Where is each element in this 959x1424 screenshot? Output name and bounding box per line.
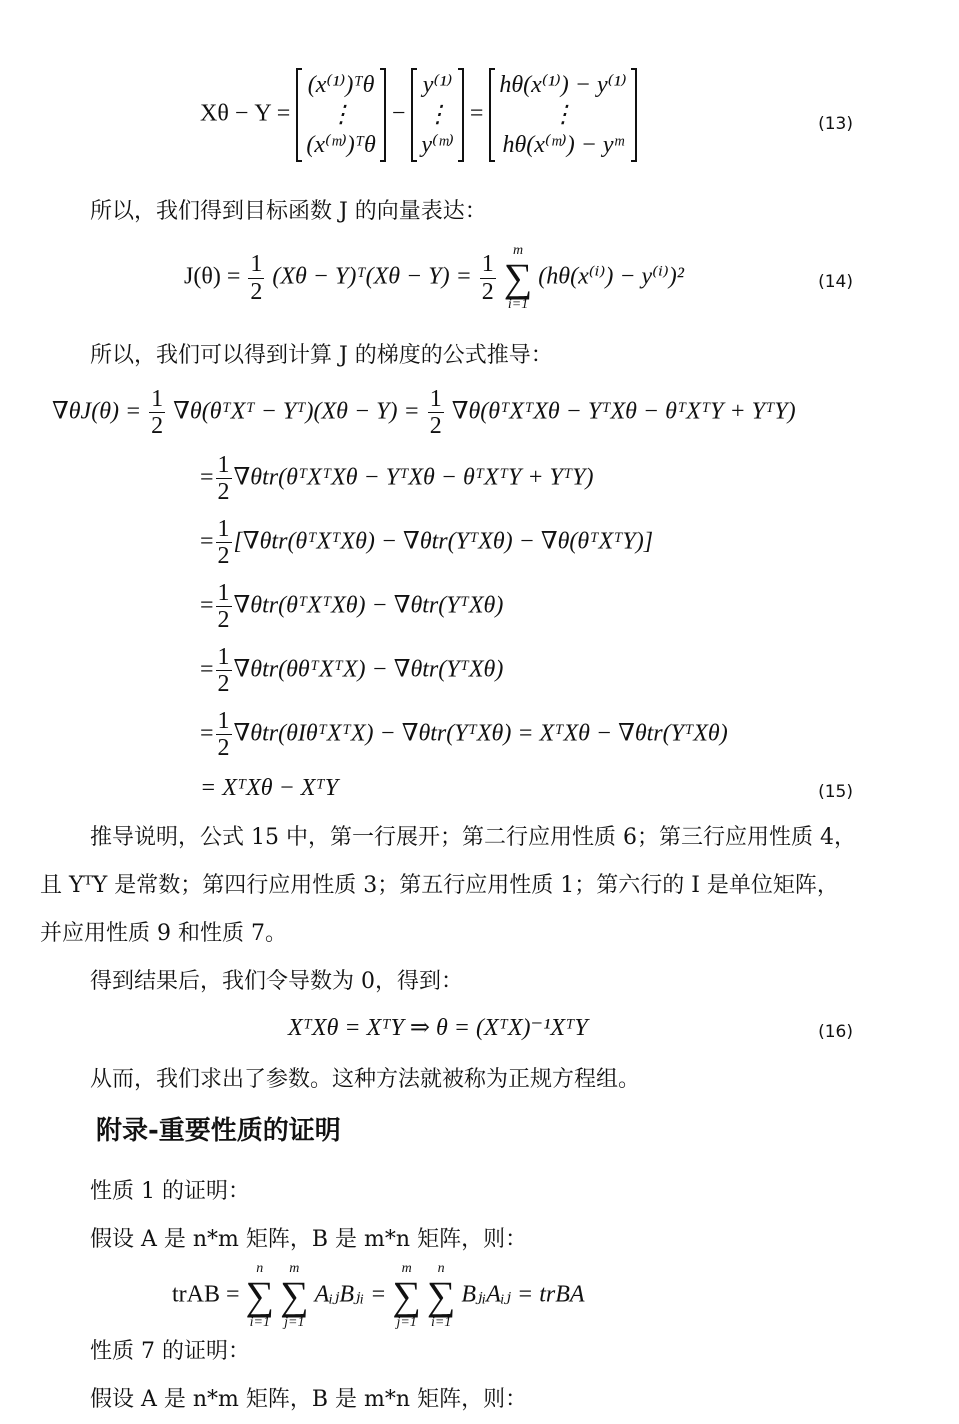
summation <box>246 1262 275 1330</box>
equation-13 <box>200 68 637 162</box>
matrix-row: hθ(x⁽¹⁾) − y⁽¹⁾ <box>499 72 627 98</box>
equals-sign: = <box>200 720 214 747</box>
equals-sign: = <box>200 464 214 491</box>
equation-15-line-4 <box>200 644 503 698</box>
matrix-row: (x⁽¹⁾)ᵀθ <box>307 72 375 98</box>
gradient-lhs: ∇θJ(θ) = <box>52 398 142 425</box>
sigma-symbol: ∑ <box>280 1273 309 1318</box>
sigma-symbol: ∑ <box>392 1273 421 1318</box>
frac-denominator: 2 <box>217 607 230 634</box>
equation-trace-commutative <box>172 1262 585 1330</box>
eq13-lhs: Xθ − Y = <box>200 100 291 127</box>
frac-numerator: 1 <box>217 452 230 478</box>
derivation-step: ∇θtr(θθᵀXᵀX) − ∇θtr(YᵀXθ) <box>233 656 504 683</box>
sum-lower: i=1 <box>249 1315 270 1330</box>
sum-upper: m <box>289 1261 300 1276</box>
trace-lhs: trAB = <box>172 1281 240 1308</box>
frac-numerator: 1 <box>429 386 442 412</box>
paragraph-3-line-3: 并应用性质 9 和性质 7。 <box>40 921 287 946</box>
eq14-middle: (Xθ − Y)ᵀ(Xθ − Y) = <box>272 263 472 290</box>
frac-numerator: 1 <box>481 251 494 278</box>
eq13-minus: − <box>391 100 406 127</box>
equation-15-line-5 <box>200 708 728 762</box>
gradient-expanded: ∇θ(θᵀXᵀXθ − YᵀXθ − θᵀXᵀY + YᵀY) <box>451 398 796 425</box>
sum-lower: i=1 <box>507 297 529 312</box>
frac-denominator: 2 <box>217 671 230 698</box>
sum-lower: j=1 <box>284 1315 305 1330</box>
fraction-half <box>480 251 496 305</box>
fraction-half <box>216 644 232 698</box>
frac-numerator: 1 <box>151 386 164 412</box>
summation <box>427 1262 456 1330</box>
derivation-step: [∇θtr(θᵀXᵀXθ) − ∇θtr(YᵀXθ) − ∇θ(θᵀXᵀY)] <box>233 528 654 555</box>
paragraph-5: 从而，我们求出了参数。这种方法就被称为正规方程组。 <box>90 1067 641 1092</box>
equation-16: XᵀXθ = XᵀY ⇒ θ = (XᵀX)⁻¹XᵀY <box>288 1015 588 1041</box>
matrix-row: y⁽¹⁾ <box>422 72 453 98</box>
eq13-equals: = <box>469 100 484 127</box>
appendix-heading: 附录-重要性质的证明 <box>96 1116 341 1146</box>
equation-number-13: (13) <box>818 114 853 134</box>
equals-sign: = <box>200 528 214 555</box>
equation-number-14: (14) <box>818 272 853 292</box>
matrix-difference <box>489 68 636 162</box>
sigma-symbol: ∑ <box>503 255 533 300</box>
trace-term-1: AᵢⱼBⱼᵢ = <box>314 1281 387 1308</box>
derivation-step: ∇θtr(θᵀXᵀXθ − YᵀXθ − θᵀXᵀY + YᵀY) <box>233 464 594 491</box>
paragraph-8: 性质 7 的证明： <box>90 1339 250 1364</box>
equation-number-15: (15) <box>818 782 853 802</box>
frac-denominator: 2 <box>429 413 442 440</box>
matrix-row: ⋮ <box>551 102 576 128</box>
fraction-half <box>216 516 232 570</box>
paragraph-3-line-1: 推导说明，公式 15 中，第一行展开；第二行应用性质 6；第三行应用性质 4， <box>90 825 856 850</box>
trace-term-2: BⱼᵢAᵢⱼ = trBA <box>461 1281 585 1308</box>
frac-denominator: 2 <box>151 413 164 440</box>
frac-denominator: 2 <box>217 543 230 570</box>
sigma-symbol: ∑ <box>426 1273 456 1318</box>
eq14-lhs: J(θ) = <box>184 263 241 290</box>
equals-sign: = <box>200 656 214 683</box>
sum-lower: j=1 <box>396 1315 417 1330</box>
summation <box>280 1262 309 1330</box>
sum-upper: m <box>512 243 524 258</box>
frac-numerator: 1 <box>217 516 230 542</box>
summation <box>504 244 533 312</box>
equation-15-line-2 <box>200 516 653 570</box>
fraction-half <box>149 386 165 440</box>
paragraph-7: 假设 A 是 n*m 矩阵，B 是 m*n 矩阵，则： <box>90 1227 528 1252</box>
paragraph-4: 得到结果后，我们令导数为 0，得到： <box>90 969 463 994</box>
matrix-row: ⋮ <box>425 102 450 128</box>
sum-lower: i=1 <box>430 1315 452 1330</box>
equation-14 <box>184 244 684 312</box>
paragraph-6: 性质 1 的证明： <box>90 1179 250 1204</box>
sigma-symbol: ∑ <box>245 1273 275 1318</box>
equation-number-16: (16) <box>818 1022 853 1042</box>
paragraph-1: 所以，我们得到目标函数 J 的向量表达： <box>90 199 487 224</box>
frac-numerator: 1 <box>217 580 230 606</box>
fraction-half <box>216 580 232 634</box>
derivation-step: ∇θtr(θᵀXᵀXθ) − ∇θtr(YᵀXθ) <box>233 592 504 619</box>
paragraph-3-line-2: 且 YᵀY 是常数；第四行应用性质 3；第五行应用性质 1；第六行的 I 是单位矩阵， <box>40 873 839 898</box>
frac-numerator: 1 <box>250 251 263 278</box>
equals-sign: = <box>200 592 214 619</box>
gradient-expansion: ∇θ(θᵀXᵀ − Yᵀ)(Xθ − Y) = <box>173 398 420 425</box>
equation-15-line-0 <box>52 386 796 440</box>
frac-denominator: 2 <box>217 735 230 762</box>
fraction-half <box>428 386 444 440</box>
sum-upper: n <box>256 1261 264 1276</box>
summation <box>392 1262 421 1330</box>
eq14-rhs: (hθ(x⁽ⁱ⁾) − y⁽ⁱ⁾)² <box>538 263 684 290</box>
fraction-half <box>248 251 264 305</box>
matrix-y <box>411 68 463 162</box>
matrix-row: (x⁽ᵐ⁾)ᵀθ <box>306 132 376 158</box>
matrix-row: ⋮ <box>329 102 354 128</box>
sum-upper: m <box>401 1261 412 1276</box>
paragraph-9: 假设 A 是 n*m 矩阵，B 是 m*n 矩阵，则： <box>90 1387 528 1412</box>
fraction-half <box>216 452 232 506</box>
frac-denominator: 2 <box>217 479 230 506</box>
sum-upper: n <box>437 1261 445 1276</box>
matrix-row: y⁽ᵐ⁾ <box>421 132 454 158</box>
frac-denominator: 2 <box>481 278 494 305</box>
frac-denominator: 2 <box>250 278 263 305</box>
equation-15-line-1 <box>200 452 593 506</box>
matrix-row: hθ(x⁽ᵐ⁾) − yᵐ <box>502 132 624 158</box>
derivation-step: ∇θtr(θIθᵀXᵀX) − ∇θtr(YᵀXθ) = XᵀXθ − ∇θtr(YᵀXθ) <box>233 720 728 747</box>
frac-numerator: 1 <box>217 644 230 670</box>
equation-15-line-3 <box>200 580 503 634</box>
matrix-x-theta <box>296 68 386 162</box>
paragraph-2: 所以，我们可以得到计算 J 的梯度的公式推导： <box>90 343 553 368</box>
equation-15-line-6: = XᵀXθ − XᵀY <box>200 775 339 801</box>
fraction-half <box>216 708 232 762</box>
frac-numerator: 1 <box>217 708 230 734</box>
